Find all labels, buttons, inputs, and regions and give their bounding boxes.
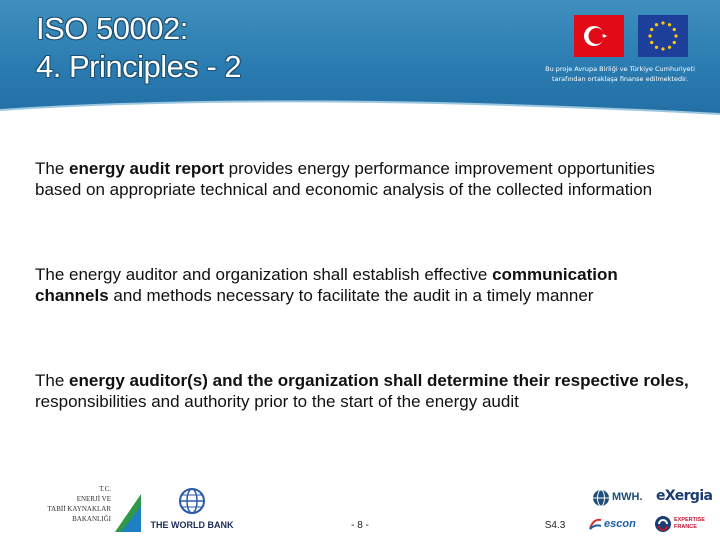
exergia-name: eXergia: [656, 488, 713, 504]
paragraph-2-text: The energy auditor and organization shall establish effective: [35, 265, 493, 284]
slide-footer: [0, 478, 720, 540]
mwh-globe-icon: [592, 489, 610, 507]
escon-logo: [588, 514, 644, 534]
expertise-france-name: [674, 517, 705, 531]
ministry-emblem-icon: [115, 494, 141, 532]
ministry-energy-text: [35, 484, 111, 524]
slide-title-line-2: 4. Principles - 2: [36, 49, 242, 84]
slide-title: [36, 10, 396, 86]
slide-code: S4.3: [544, 520, 566, 531]
world-bank-globe-icon: [178, 486, 206, 516]
expertise-france-emblem-icon: [654, 515, 672, 533]
escon-swirl-icon: [588, 517, 602, 531]
paragraph-3-text-end: responsibilities and authority prior to the start of the energy audit: [35, 392, 519, 411]
escon-name: escon: [604, 518, 636, 530]
expertise-line-1: EXPERTISE: [674, 517, 705, 523]
ministry-line-2: ENERJİ VE: [76, 495, 111, 503]
paragraph-1-text-end: provides energy performance improvement opportunities based on appropriate technical and economic analysis of the collected information: [35, 159, 655, 199]
eu-flag-icon: [638, 15, 688, 57]
paragraph-audit-report: [35, 158, 695, 200]
mwh-logo: [590, 488, 652, 508]
funding-statement: [520, 64, 720, 84]
slide-title-line-1: ISO 50002:: [36, 11, 188, 46]
paragraph-3-text: The: [35, 371, 70, 390]
paragraph-communication: [35, 264, 695, 306]
paragraph-1-text: The: [35, 159, 70, 178]
ministry-energy-logo: [35, 484, 141, 534]
funding-line-2: tarafından ortaklaşa finanse edilmektedir.: [551, 75, 689, 83]
expertise-line-2: FRANCE: [674, 524, 697, 530]
paragraph-3-bold: energy auditor(s) and the organization shall determine their respective roles,: [69, 371, 689, 390]
exergia-logo: [652, 486, 712, 508]
paragraph-roles: [35, 370, 695, 412]
header-wave-decoration: [0, 96, 720, 124]
ministry-line-1: T.C.: [99, 485, 111, 493]
turkey-flag-icon: [574, 15, 624, 57]
funding-line-1: Bu proje Avrupa Birliği ve Türkiye Cumhuriyeti: [545, 65, 695, 73]
world-bank-logo: [148, 486, 236, 534]
slide-header: [0, 0, 720, 124]
paragraph-2-text-end: and methods necessary to facilitate the audit in a timely manner: [108, 286, 594, 305]
mwh-name: MWH.: [612, 491, 643, 503]
ministry-line-3: TABİİ KAYNAKLAR: [47, 505, 111, 513]
ministry-line-4: BAKANLIĞI: [72, 515, 111, 523]
paragraph-2-bold: communication channels: [35, 265, 618, 305]
world-bank-name: THE WORLD BANK: [150, 520, 234, 530]
paragraph-1-bold: energy audit report: [69, 159, 224, 178]
page-number: - 8 -: [351, 520, 369, 531]
expertise-france-logo: [652, 514, 712, 536]
